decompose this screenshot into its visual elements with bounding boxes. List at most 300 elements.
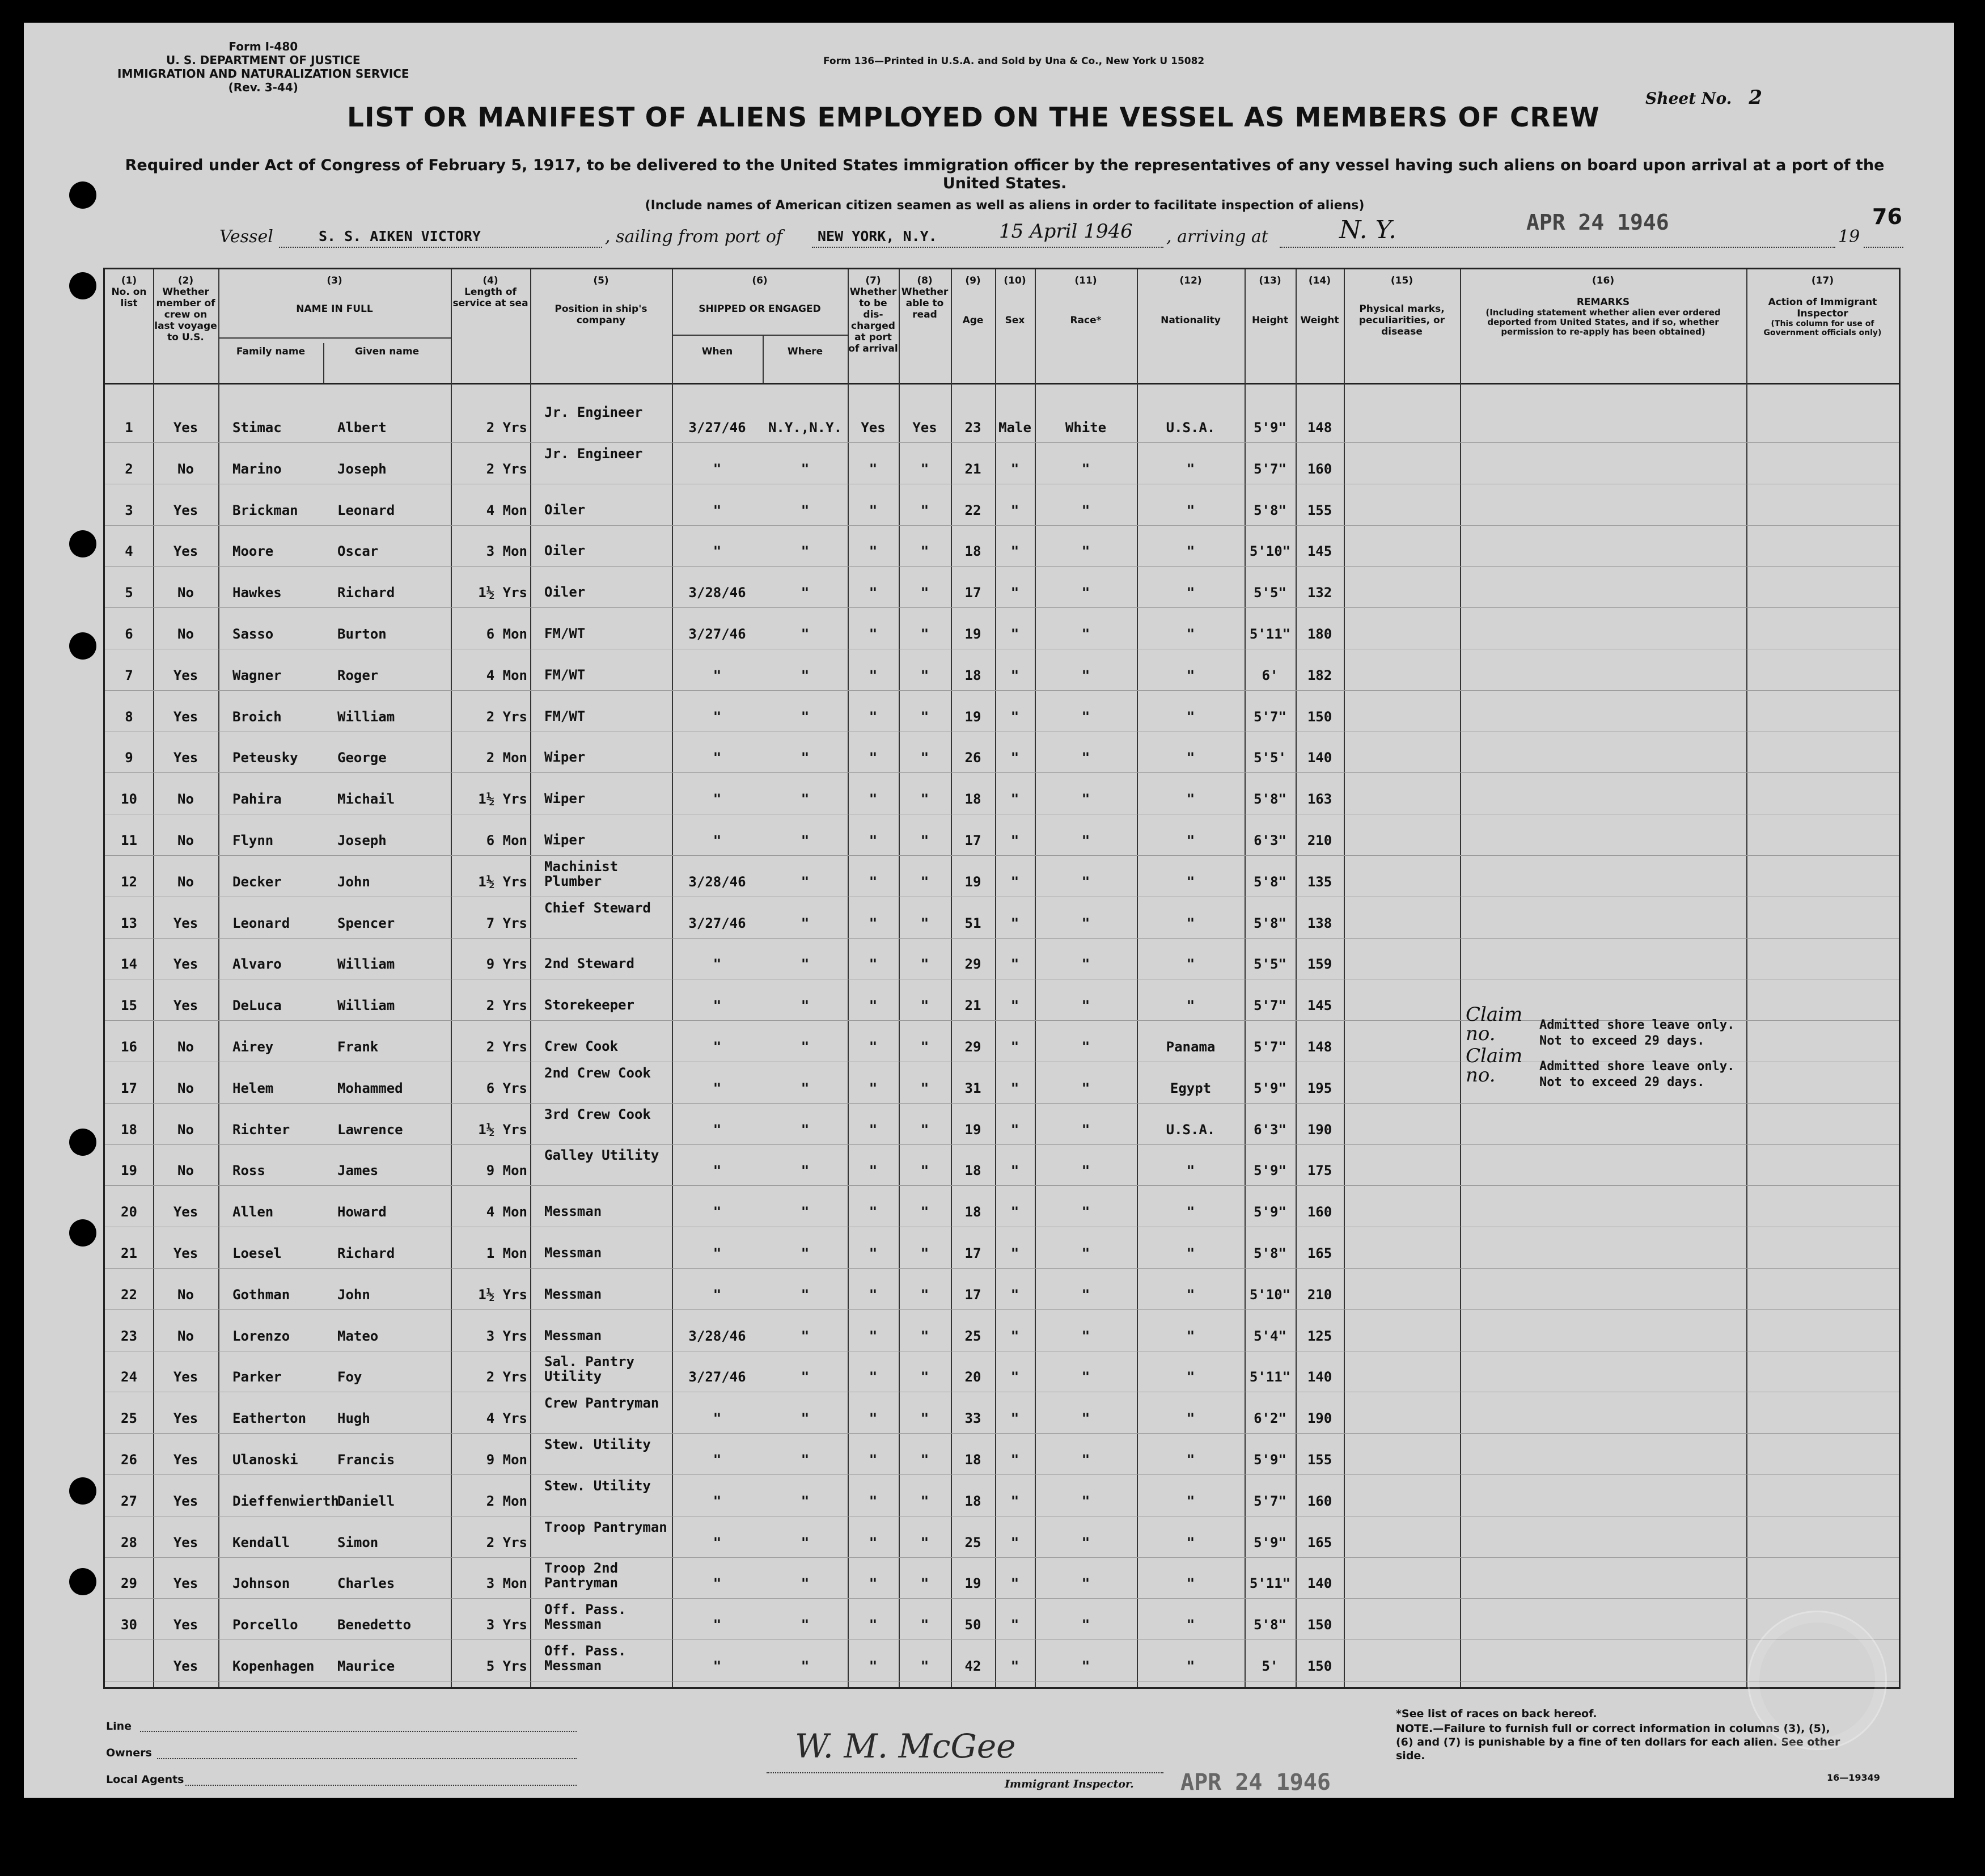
cell-no: 11 (121, 833, 137, 848)
cell-race: " (1081, 1204, 1090, 1220)
cell-read: " (920, 1328, 929, 1344)
cell-family: Leonard (232, 915, 290, 931)
cell-nat: " (1186, 1452, 1195, 1468)
cell-given: Leonard (337, 502, 395, 518)
cell-service: 1½ Yrs (478, 1121, 527, 1138)
cell-sex: " (1010, 1080, 1019, 1096)
cell-age: 25 (964, 1534, 981, 1550)
cell-disch: " (869, 1452, 878, 1468)
cell-height: 5'8" (1254, 915, 1286, 931)
col17-header: (17) Action of Immigrant Inspector (This column for use of Government officials only) (1763, 275, 1882, 337)
cell-height: 5'8" (1254, 791, 1286, 808)
cell-read: " (920, 1121, 929, 1138)
inspection-date-stamp: APR 24 1946 (1180, 1769, 1331, 1795)
cell-service: 9 Mon (486, 1452, 527, 1468)
cell-height: 5'9" (1254, 1204, 1286, 1220)
cell-service: 9 Mon (486, 1163, 527, 1179)
cell-no: 28 (121, 1534, 137, 1550)
manifest-sheet (24, 23, 1954, 1798)
cell-race: " (1081, 1286, 1090, 1303)
col12-header: (12) Nationality (1161, 275, 1221, 326)
form-number: Form I-480 (228, 40, 298, 53)
cell-service: 2 Mon (486, 1493, 527, 1509)
col6-header: (6) SHIPPED OR ENGAGED (699, 275, 821, 315)
cell-sex: " (1010, 1286, 1019, 1303)
cell-read: " (920, 915, 929, 931)
cell-disch: " (869, 1204, 878, 1220)
cell-no: 1 (125, 420, 133, 436)
cell-given: James (337, 1163, 379, 1179)
cell-family: Hawkes (232, 585, 282, 601)
cell-age: 17 (964, 1245, 981, 1261)
cell-race: " (1081, 1452, 1090, 1468)
cell-given: Benedetto (337, 1617, 412, 1633)
cell-where: " (801, 1452, 810, 1468)
cell-service: 4 Mon (486, 502, 527, 518)
cell-position: Sal. Pantry Utility (544, 1354, 634, 1385)
page-number: 76 (1872, 204, 1902, 229)
cell-race: " (1081, 1493, 1090, 1509)
cell-race: " (1081, 791, 1090, 808)
cell-no: 23 (121, 1328, 137, 1344)
cell-when: " (713, 543, 722, 560)
cell-where: " (801, 708, 810, 725)
cell-given: Maurice (337, 1658, 395, 1674)
cell-weight: 150 (1307, 708, 1332, 725)
cell-read: " (920, 1369, 929, 1385)
cell-given: George (337, 750, 387, 766)
cell-disch: " (869, 750, 878, 766)
cell-service: 3 Mon (486, 543, 527, 560)
cell-last: No (177, 1121, 194, 1138)
cell-race: " (1081, 585, 1090, 601)
cell-given: John (337, 1286, 370, 1303)
cell-read: " (920, 1245, 929, 1261)
cell-sex: " (1010, 1617, 1019, 1633)
cell-age: 18 (964, 1204, 981, 1220)
cell-position: FM/WT (544, 666, 586, 683)
cell-service: 1½ Yrs (478, 1286, 527, 1303)
cell-age: 33 (964, 1410, 981, 1427)
cell-age: 29 (964, 1039, 981, 1055)
cell-family: Gothman (232, 1286, 290, 1303)
cell-read: " (920, 585, 929, 601)
cell-weight: 163 (1307, 791, 1332, 808)
cell-sex: " (1010, 667, 1019, 683)
cell-last: Yes (173, 543, 198, 560)
cell-disch: " (869, 1410, 878, 1427)
cell-when: 3/28/46 (688, 585, 746, 601)
races-note: *See list of races on back hereof. (1396, 1708, 1597, 1720)
cell-given: Daniell (337, 1493, 395, 1509)
cell-given: Richard (337, 585, 395, 601)
cell-disch: " (869, 626, 878, 642)
cell-where: " (801, 956, 810, 973)
cell-height: 5'5" (1254, 956, 1286, 973)
cell-race: " (1081, 750, 1090, 766)
cell-age: 50 (964, 1617, 981, 1633)
cell-height: 6'3" (1254, 1121, 1286, 1138)
cell-when: " (713, 1575, 722, 1592)
cell-height: 5'7" (1254, 1039, 1286, 1055)
cell-nat: U.S.A. (1166, 1121, 1216, 1138)
cell-race: " (1081, 1245, 1090, 1261)
cell-last: No (177, 1286, 194, 1303)
cell-disch: " (869, 873, 878, 890)
cell-service: 1½ Yrs (478, 585, 527, 601)
cell-position: FM/WT (544, 626, 586, 641)
cell-given: Lawrence (337, 1121, 403, 1138)
cell-when: " (713, 998, 722, 1014)
cell-where: " (801, 915, 810, 931)
cell-given: Oscar (337, 543, 379, 560)
cell-last: Yes (173, 1369, 198, 1385)
remark-text: Admitted shore leave only. Not to exceed 29 days. (1539, 1059, 1735, 1089)
cell-nat: " (1186, 750, 1195, 766)
cell-sex: " (1010, 1204, 1019, 1220)
cell-family: Lorenzo (232, 1328, 290, 1344)
page-title: LIST OR MANIFEST OF ALIENS EMPLOYED ON THE VESSEL AS MEMBERS OF CREW (347, 102, 1600, 133)
cell-where: " (801, 1328, 810, 1344)
cell-sex: " (1010, 833, 1019, 848)
cell-weight: 182 (1307, 667, 1332, 683)
cell-age: 31 (964, 1080, 981, 1096)
cell-weight: 165 (1307, 1534, 1332, 1550)
col16-header: (16) REMARKS (Including statement whether alien ever ordered deported from United States, and if so, whether permission to re-apply has been obtained) (1485, 275, 1721, 337)
cell-last: Yes (173, 1575, 198, 1592)
cell-weight: 180 (1307, 626, 1332, 642)
cell-nat: " (1186, 956, 1195, 973)
cell-weight: 148 (1307, 420, 1332, 436)
cell-weight: 138 (1307, 915, 1332, 931)
cell-weight: 150 (1307, 1617, 1332, 1633)
cell-nat: " (1186, 873, 1195, 890)
cell-disch: " (869, 791, 878, 808)
cell-given: John (337, 873, 370, 890)
cell-weight: 155 (1307, 1452, 1332, 1468)
cell-no: 19 (121, 1163, 137, 1179)
cell-nat: U.S.A. (1166, 420, 1216, 436)
cell-read: " (920, 998, 929, 1014)
cell-height: 5'9" (1254, 1080, 1286, 1096)
cell-disch: Yes (861, 420, 886, 436)
cell-family: Allen (232, 1204, 274, 1220)
cell-nat: " (1186, 1245, 1195, 1261)
cell-position: Crew Cook (544, 1038, 619, 1054)
cell-nat: " (1186, 585, 1195, 601)
cell-where: " (801, 460, 810, 477)
cell-read: " (920, 626, 929, 642)
form-identifier (117, 40, 409, 94)
cell-last: Yes (173, 1204, 198, 1220)
cell-disch: " (869, 915, 878, 931)
cell-service: 7 Yrs (486, 915, 527, 931)
cell-nat: " (1186, 1328, 1195, 1344)
punch-hole (69, 1568, 96, 1595)
cell-when: " (713, 1080, 722, 1096)
cell-height: 5'5" (1254, 585, 1286, 601)
cell-position: 2nd Steward (544, 956, 634, 972)
cell-family: Alvaro (232, 956, 282, 973)
cell-sex: " (1010, 1328, 1019, 1344)
cell-age: 19 (964, 1121, 981, 1138)
cell-family: Flynn (232, 833, 274, 848)
cell-no: 3 (125, 502, 133, 518)
cell-age: 17 (964, 585, 981, 601)
row-rule (105, 690, 1899, 691)
cell-nat: " (1186, 1493, 1195, 1509)
cell-disch: " (869, 1286, 878, 1303)
cell-weight: 195 (1307, 1080, 1332, 1096)
cell-age: 18 (964, 1493, 981, 1509)
cell-where: " (801, 543, 810, 560)
cell-height: 5'7" (1254, 998, 1286, 1014)
cell-given: Richard (337, 1245, 395, 1261)
cell-race: " (1081, 1080, 1090, 1096)
row-rule (105, 442, 1899, 443)
cell-nat: " (1186, 460, 1195, 477)
cell-nat: Egypt (1170, 1080, 1212, 1096)
cell-height: 5'9" (1254, 1534, 1286, 1550)
cell-when: " (713, 1039, 722, 1055)
cell-family: Johnson (232, 1575, 290, 1592)
cell-weight: 160 (1307, 1204, 1332, 1220)
cell-last: Yes (173, 1493, 198, 1509)
cell-where: " (801, 1534, 810, 1550)
form-revision: (Rev. 3-44) (228, 81, 298, 94)
cell-family: Helem (232, 1080, 274, 1096)
col11-header: (11) Race* (1070, 275, 1102, 326)
cell-position: Jr. Engineer (544, 404, 643, 420)
cell-last: Yes (173, 956, 198, 973)
row-rule (105, 772, 1899, 773)
punch-hole (69, 1477, 96, 1505)
cell-service: 3 Yrs (486, 1328, 527, 1344)
cell-family: Pahira (232, 791, 282, 808)
cell-read: " (920, 1617, 929, 1633)
cell-height: 5'11" (1249, 1575, 1291, 1592)
cell-disch: " (869, 998, 878, 1014)
printer-line: Form 136—Printed in U.S.A. and Sold by Una & Co., New York U 15082 (823, 56, 1205, 67)
cell-when: 3/27/46 (688, 915, 746, 931)
cell-disch: " (869, 667, 878, 683)
cell-weight: 145 (1307, 543, 1332, 560)
cell-weight: 125 (1307, 1328, 1332, 1344)
cell-family: Sasso (232, 626, 274, 642)
cell-family: Moore (232, 543, 274, 560)
cell-sex: " (1010, 1493, 1019, 1509)
cell-height: 5'8" (1254, 502, 1286, 518)
cell-when: " (713, 1617, 722, 1633)
cell-last: No (177, 1039, 194, 1055)
cell-age: 18 (964, 543, 981, 560)
cell-height: 5'9" (1254, 420, 1286, 436)
row-rule (105, 1268, 1899, 1269)
cell-weight: 210 (1307, 833, 1332, 848)
cell-sex: " (1010, 1410, 1019, 1427)
cell-disch: " (869, 1245, 878, 1261)
cell-last: No (177, 833, 194, 848)
vessel-name: S. S. AIKEN VICTORY (319, 228, 481, 244)
cell-weight: 145 (1307, 998, 1332, 1014)
cell-position: FM/WT (544, 708, 586, 724)
cell-last: No (177, 585, 194, 601)
punch-hole (69, 1219, 96, 1247)
cell-nat: " (1186, 708, 1195, 725)
cell-service: 9 Yrs (486, 956, 527, 973)
when-header: When (701, 346, 733, 357)
cell-disch: " (869, 543, 878, 560)
remark-handwritten: Claim no. (1466, 1003, 1523, 1045)
cell-where: " (801, 1204, 810, 1220)
cell-last: No (177, 626, 194, 642)
where-header: Where (787, 346, 823, 357)
col10-header: (10) Sex (1004, 275, 1026, 326)
cell-no: 20 (121, 1204, 137, 1220)
cell-service: 2 Yrs (486, 708, 527, 725)
owners-label: Owners (106, 1747, 152, 1759)
cell-last: Yes (173, 502, 198, 518)
cell-age: 19 (964, 708, 981, 725)
row-rule (105, 1598, 1899, 1599)
row-rule (105, 1185, 1899, 1186)
cell-when: " (713, 833, 722, 848)
cell-height: 5'5' (1254, 750, 1286, 766)
cell-nat: " (1186, 791, 1195, 808)
col9-header: (9) Age (962, 275, 984, 326)
cell-race: " (1081, 667, 1090, 683)
cell-read: " (920, 1658, 929, 1674)
cell-where: " (801, 585, 810, 601)
cell-family: Loesel (232, 1245, 282, 1261)
cell-height: 6'3" (1254, 833, 1286, 848)
cell-disch: " (869, 1328, 878, 1344)
cell-no: 30 (121, 1617, 137, 1633)
cell-sex: " (1010, 956, 1019, 973)
cell-weight: 135 (1307, 873, 1332, 890)
cell-age: 26 (964, 750, 981, 766)
cell-family: Kopenhagen (232, 1658, 315, 1674)
cell-weight: 160 (1307, 1493, 1332, 1509)
punch-hole (69, 632, 96, 660)
punch-hole (69, 1129, 96, 1156)
vessel-label: Vessel (219, 227, 273, 247)
cell-position: Wiper (544, 749, 586, 766)
cell-no: 29 (121, 1575, 137, 1592)
cell-sex: " (1010, 873, 1019, 890)
cell-family: DeLuca (232, 998, 282, 1014)
cell-sex: " (1010, 915, 1019, 931)
cell-service: 2 Yrs (486, 1534, 527, 1550)
cell-nat: " (1186, 915, 1195, 931)
cell-given: William (337, 998, 395, 1014)
cell-nat: Panama (1166, 1039, 1216, 1055)
cell-service: 5 Yrs (486, 1658, 527, 1674)
cell-service: 1½ Yrs (478, 873, 527, 890)
cell-race: " (1081, 956, 1090, 973)
inspector-label: Immigrant Inspector. (1005, 1778, 1134, 1790)
cell-sex: " (1010, 585, 1019, 601)
cell-sex: " (1010, 543, 1019, 560)
cell-where: " (801, 873, 810, 890)
cell-age: 22 (964, 502, 981, 518)
cell-disch: " (869, 1617, 878, 1633)
cell-position: Oiler (544, 501, 586, 518)
cell-height: 5'4" (1254, 1328, 1286, 1344)
cell-age: 18 (964, 1163, 981, 1179)
cell-no: 16 (121, 1039, 137, 1055)
cell-disch: " (869, 1534, 878, 1550)
cell-last: Yes (173, 1658, 198, 1674)
cell-race: " (1081, 1617, 1090, 1633)
cell-race: " (1081, 915, 1090, 931)
cell-last: Yes (173, 998, 198, 1014)
cell-race: " (1081, 708, 1090, 725)
cell-read: " (920, 1452, 929, 1468)
row-rule (105, 1557, 1899, 1558)
cell-disch: " (869, 585, 878, 601)
cell-given: Joseph (337, 460, 387, 477)
cell-no: 18 (121, 1121, 137, 1138)
punch-hole (69, 530, 96, 557)
cell-no: 2 (125, 460, 133, 477)
cell-given: Joseph (337, 833, 387, 848)
cell-where: " (801, 791, 810, 808)
cell-given: Albert (337, 420, 387, 436)
cell-position: Messman (544, 1286, 602, 1302)
cell-no: 25 (121, 1410, 137, 1427)
cell-last: Yes (173, 708, 198, 725)
cell-disch: " (869, 708, 878, 725)
cell-sex: " (1010, 626, 1019, 642)
cell-where: " (801, 1617, 810, 1633)
cell-where: " (801, 1121, 810, 1138)
cell-read: " (920, 1204, 929, 1220)
cell-disch: " (869, 1121, 878, 1138)
line-label: Line (106, 1720, 132, 1733)
cell-service: 2 Yrs (486, 460, 527, 477)
cell-given: William (337, 956, 395, 973)
cell-no: 5 (125, 585, 133, 601)
cell-family: Eatherton (232, 1410, 307, 1427)
col15-header: (15) Physical marks, peculiarities, or disease (1358, 275, 1445, 337)
cell-family: Richter (232, 1121, 290, 1138)
row-rule (105, 855, 1899, 856)
cell-sex: " (1010, 1369, 1019, 1385)
cell-when: " (713, 1245, 722, 1261)
col2-header: (2) Whether member of crew on last voyage to U.S. (154, 275, 217, 343)
seal-watermark (1747, 1611, 1887, 1750)
cell-family: Wagner (232, 667, 282, 683)
cell-where: " (801, 1369, 810, 1385)
cell-sex: " (1010, 1245, 1019, 1261)
row-rule (105, 1474, 1899, 1475)
cell-no: 4 (125, 543, 133, 560)
cell-service: 3 Yrs (486, 1617, 527, 1633)
cell-disch: " (869, 1658, 878, 1674)
cell-read: " (920, 1410, 929, 1427)
cell-where: " (801, 1286, 810, 1303)
cell-position: Messman (544, 1245, 602, 1261)
cell-age: 19 (964, 626, 981, 642)
cell-nat: " (1186, 833, 1195, 848)
cell-when: " (713, 1163, 722, 1179)
print-code: 16—19349 (1827, 1772, 1880, 1783)
cell-race: " (1081, 543, 1090, 560)
cell-weight: 140 (1307, 1369, 1332, 1385)
cell-height: 5'7" (1254, 1493, 1286, 1509)
cell-age: 25 (964, 1328, 981, 1344)
